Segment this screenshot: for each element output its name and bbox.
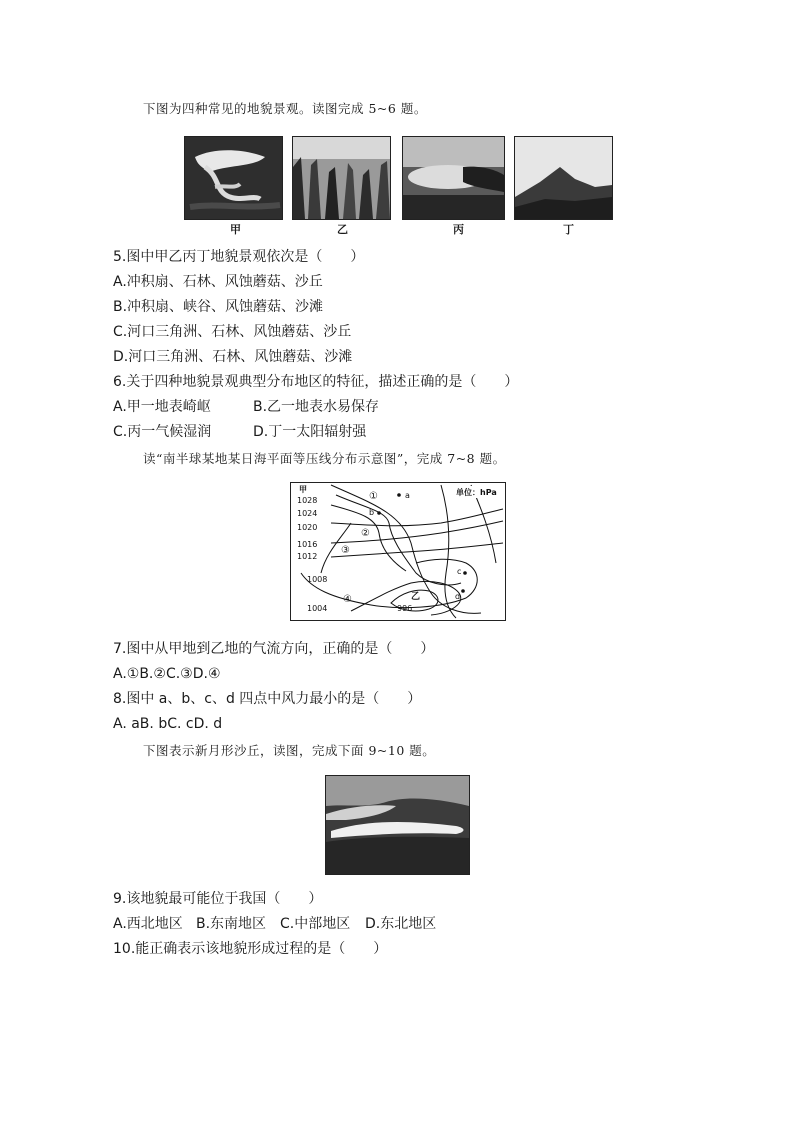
intro-9-10: 下图表示新月形沙丘，读图，完成下面 9~10 题。 xyxy=(143,743,436,758)
sand-dune-photo xyxy=(514,136,613,220)
isobar-1028: 1028 xyxy=(297,496,318,505)
isobar-996: 996 xyxy=(397,604,413,613)
q5-option-a: A.冲积扇、石林、风蚀蘑菇、沙丘 xyxy=(113,274,323,290)
intro-5-6: 下图为四种常见的地貌景观。读图完成 5~6 题。 xyxy=(143,101,427,116)
q9-option-b: B.东南地区 xyxy=(196,916,267,932)
isobar-1024: 1024 xyxy=(297,509,318,518)
q6-option-c: C.丙一气候湿润 xyxy=(113,424,212,440)
q5-option-b: B.冲积扇、峡谷、风蚀蘑菇、沙滩 xyxy=(113,299,324,315)
arrow-label-2: ② xyxy=(361,528,370,539)
q6-option-b: B.乙一地表水易保存 xyxy=(253,399,380,415)
q9-option-d: D.东北地区 xyxy=(365,916,437,932)
isobar-1012: 1012 xyxy=(297,552,318,561)
q9-stem: 9.该地貌最可能位于我国（ ） xyxy=(113,891,323,907)
point-b: b xyxy=(369,508,375,517)
isobar-map xyxy=(290,482,506,621)
map-unit: 单位：hPa xyxy=(456,488,497,497)
q7-options: A.①B.②C.③D.④ xyxy=(113,666,221,682)
arrow-label-3: ③ xyxy=(341,545,350,556)
q10-stem: 10.能正确表示该地貌形成过程的是（ ） xyxy=(113,941,388,957)
map-label-jia: 甲 xyxy=(299,485,307,494)
point-d: d xyxy=(455,592,461,601)
q5-option-c: C.河口三角洲、石林、风蚀蘑菇、沙丘 xyxy=(113,324,352,340)
arrow-label-4: ④ xyxy=(343,594,352,605)
q5-stem: 5.图中甲乙丙丁地貌景观依次是（ ） xyxy=(113,249,365,265)
q5-option-d: D.河口三角洲、石林、风蚀蘑菇、沙滩 xyxy=(113,349,353,365)
photo-label-jia: 甲 xyxy=(230,223,241,236)
isobar-1020: 1020 xyxy=(297,523,318,532)
map-label-yi: 乙 xyxy=(411,592,421,602)
photo-label-yi: 乙 xyxy=(337,223,348,236)
q9-option-a: A.西北地区 xyxy=(113,916,183,932)
q6-option-a: A.甲一地表崎岖 xyxy=(113,399,211,415)
photo-label-ding: 丁 xyxy=(563,223,574,236)
q7-stem: 7.图中从甲地到乙地的气流方向，正确的是（ ） xyxy=(113,641,435,657)
isobar-1004: 1004 xyxy=(307,604,328,613)
point-a: a xyxy=(405,491,410,500)
q6-stem: 6.关于四种地貌景观典型分布地区的特征，描述正确的是（ ） xyxy=(113,374,519,390)
q6-option-d: D.丁一太阳辐射强 xyxy=(253,424,367,440)
q9-option-c: C.中部地区 xyxy=(280,916,351,932)
point-c: c xyxy=(457,567,462,576)
isobar-1008: 1008 xyxy=(307,575,328,584)
mushroom-rock-photo xyxy=(402,136,505,220)
intro-7-8: 读“南半球某地某日海平面等压线分布示意图”，完成 7~8 题。 xyxy=(143,451,506,466)
q8-options: A. aB. bC. cD. d xyxy=(113,716,223,732)
stone-forest-photo xyxy=(292,136,391,220)
photo-label-bing: 丙 xyxy=(453,223,464,236)
crescent-dune-photo xyxy=(325,775,470,875)
alluvial-fan-photo xyxy=(184,136,283,220)
q8-stem: 8.图中 a、b、c、d 四点中风力最小的是（ ） xyxy=(113,691,422,707)
isobar-1016: 1016 xyxy=(297,540,318,549)
arrow-label-1: ① xyxy=(369,491,378,502)
